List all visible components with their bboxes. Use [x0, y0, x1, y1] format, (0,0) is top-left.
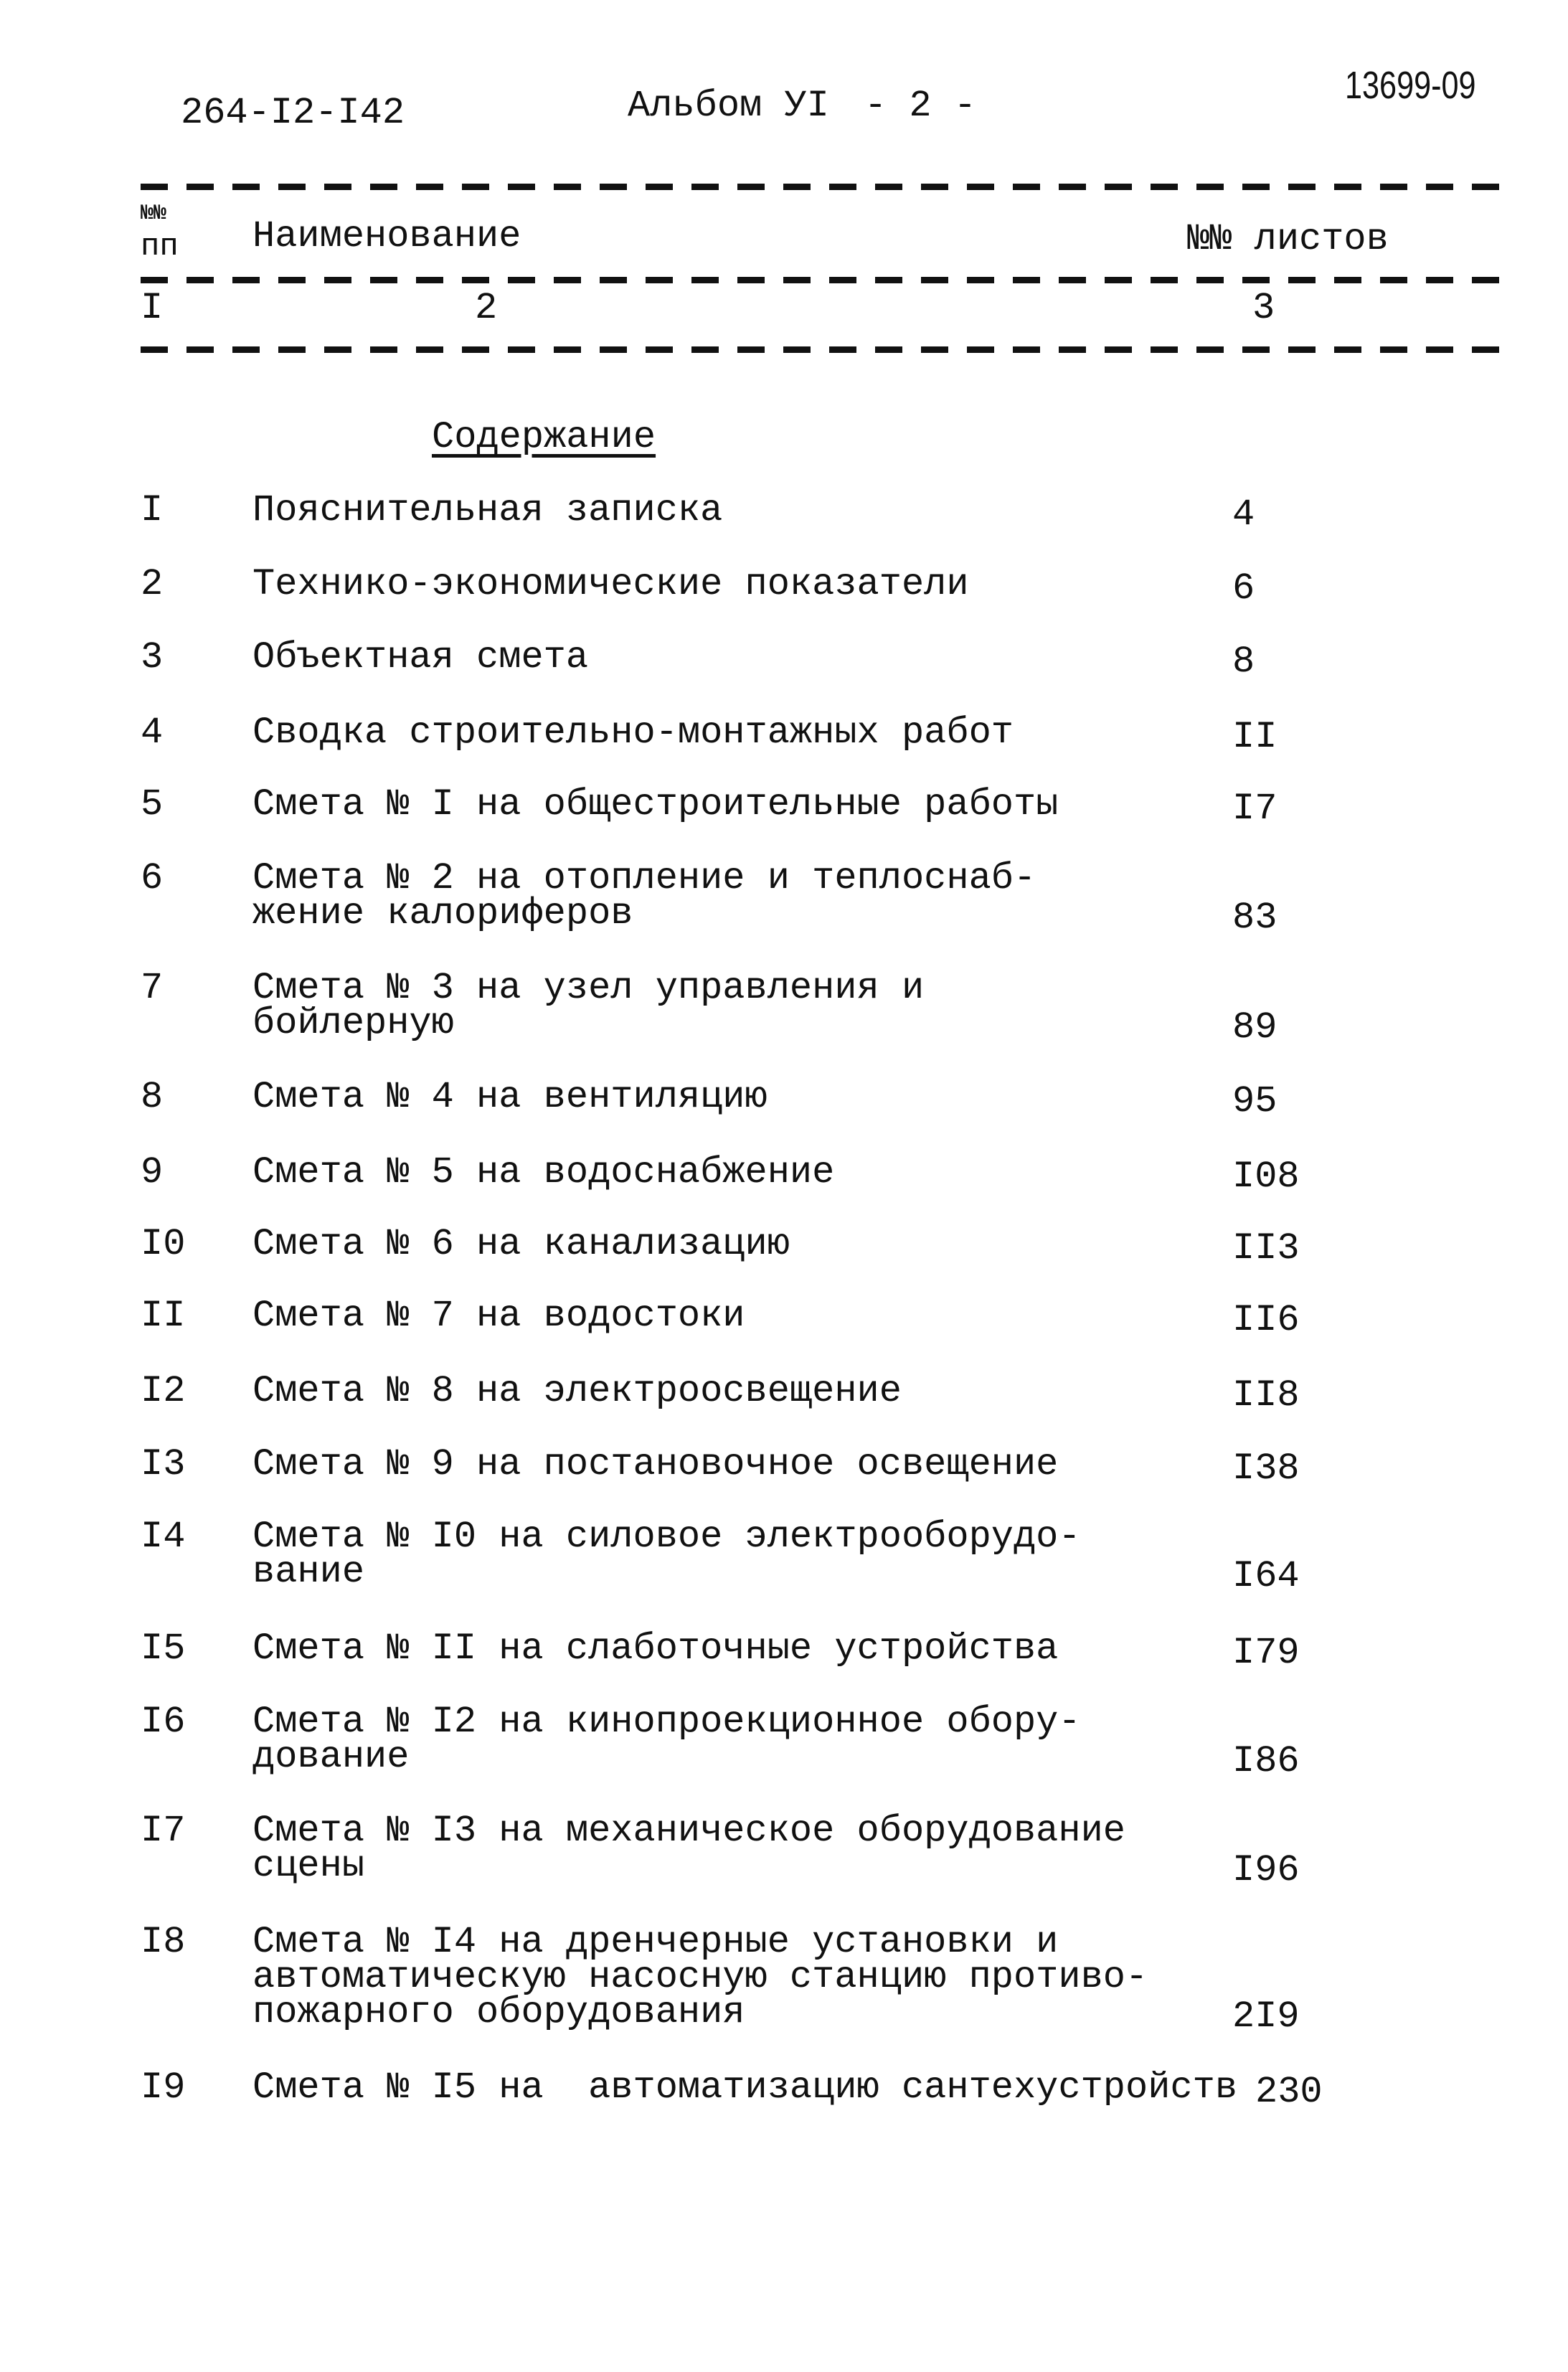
item-number: I4 — [141, 1516, 186, 1558]
item-title-line: Смета № I на общестроительные работы — [252, 783, 1059, 826]
item-sheet-number: II3 — [1232, 1227, 1300, 1270]
item-sheet-number: 83 — [1232, 897, 1277, 939]
item-title — [252, 1516, 1081, 1593]
contents-item — [0, 1295, 1568, 1341]
item-title-line: Смета № I2 на кинопроекционное обору- — [252, 1701, 1081, 1743]
item-number: 3 — [141, 636, 164, 679]
contents-item — [0, 563, 1568, 610]
item-title — [252, 563, 969, 605]
contents-item — [0, 1921, 1568, 2038]
col1-header-bottom: пп — [141, 229, 179, 265]
item-number: I9 — [141, 2066, 186, 2109]
item-number: I5 — [141, 1627, 186, 1670]
contents-item — [0, 783, 1568, 830]
contents-item — [0, 1151, 1568, 1198]
divider — [141, 346, 1501, 353]
col-number-1: I — [141, 287, 164, 329]
contents-item — [0, 1627, 1568, 1674]
item-title — [252, 967, 925, 1044]
item-title — [252, 1223, 790, 1265]
item-title — [252, 1295, 745, 1337]
col3-header: №№ листов — [1187, 218, 1389, 260]
item-number: I2 — [141, 1370, 186, 1412]
item-number: I7 — [141, 1810, 186, 1852]
col2-header: Наименование — [252, 215, 521, 257]
item-title — [252, 489, 723, 531]
item-title-line: Смета № 6 на канализацию — [252, 1223, 790, 1265]
item-title — [252, 2066, 1238, 2109]
item-number: 5 — [141, 783, 164, 826]
item-title-line: Смета № I3 на механическое оборудование — [252, 1810, 1125, 1852]
col1-header-top: №№ — [141, 202, 167, 226]
contents-item — [0, 857, 1568, 939]
item-number: I — [141, 489, 164, 531]
item-title-line: вание — [252, 1551, 365, 1593]
divider — [141, 277, 1501, 283]
item-title — [252, 857, 1036, 935]
item-title-line: бойлерную — [252, 1002, 454, 1044]
item-title — [252, 1701, 1081, 1778]
contents-item — [0, 2066, 1568, 2113]
item-number: 2 — [141, 563, 164, 605]
item-title-line: Смета № I0 на силовое электрооборудо- — [252, 1516, 1081, 1558]
item-number: 6 — [141, 857, 164, 899]
item-title-line: Смета № 5 на водоснабжение — [252, 1151, 835, 1194]
item-title-line: Объектная смета — [252, 636, 589, 679]
item-number: I6 — [141, 1701, 186, 1743]
item-sheet-number: 2I9 — [1232, 1995, 1300, 2038]
item-title-line: Смета № 3 на узел управления и — [252, 967, 925, 1009]
item-title-line: Пояснительная записка — [252, 489, 723, 531]
contents-item — [0, 636, 1568, 683]
item-title-line: Технико-экономические показатели — [252, 563, 969, 605]
item-title-line: Смета № 2 на отопление и теплоснаб- — [252, 857, 1036, 899]
contents-item — [0, 712, 1568, 758]
item-title-line: Смета № 8 на электроосвещение — [252, 1370, 902, 1412]
item-number: 8 — [141, 1076, 164, 1118]
item-sheet-number: I79 — [1232, 1632, 1300, 1674]
item-title — [252, 783, 1059, 826]
contents-item — [0, 967, 1568, 1049]
item-sheet-number: I86 — [1232, 1740, 1300, 1782]
item-title-line: Сводка строительно-монтажных работ — [252, 712, 1014, 754]
divider — [141, 184, 1501, 190]
item-title — [252, 636, 589, 679]
item-title-line: жение калориферов — [252, 892, 633, 935]
col-number-2: 2 — [475, 287, 498, 329]
item-number: II — [141, 1295, 186, 1337]
item-title-line: Смета № 7 на водостоки — [252, 1295, 745, 1337]
item-sheet-number: 89 — [1232, 1006, 1277, 1049]
item-sheet-number: 8 — [1232, 641, 1255, 683]
item-number: I0 — [141, 1223, 186, 1265]
item-sheet-number: II — [1232, 716, 1277, 758]
item-title — [252, 1151, 835, 1194]
album-label: Альбом УI — [628, 85, 829, 127]
item-number: I8 — [141, 1921, 186, 1963]
item-sheet-number: II8 — [1232, 1374, 1300, 1417]
page-number: - 2 - — [864, 85, 977, 127]
contents-item — [0, 1443, 1568, 1490]
item-title — [252, 712, 1014, 754]
item-number: 4 — [141, 712, 164, 754]
item-sheet-number: I38 — [1232, 1447, 1300, 1490]
contents-item — [0, 1516, 1568, 1597]
item-sheet-number: II6 — [1232, 1299, 1300, 1341]
item-number: I3 — [141, 1443, 186, 1485]
item-title — [252, 1370, 902, 1412]
item-title-line: Смета № I5 на автоматизацию сантехустройств — [252, 2066, 1238, 2109]
item-title-line: Смета № II на слаботочные устройства — [252, 1627, 1059, 1670]
contents-item — [0, 1076, 1568, 1123]
contents-item — [0, 489, 1568, 536]
archive-stamp-number: 13699-09 — [1345, 64, 1476, 107]
item-sheet-number: 4 — [1232, 493, 1255, 536]
item-title — [252, 1443, 1059, 1485]
item-title — [252, 1921, 1148, 2033]
item-title-line: пожарного оборудования — [252, 1991, 745, 2033]
item-title-line: автоматическую насосную станцию противо- — [252, 1956, 1148, 1998]
item-sheet-number: I96 — [1232, 1849, 1300, 1891]
document-code: 264-I2-I42 — [181, 92, 405, 134]
item-title-line: дование — [252, 1736, 410, 1778]
contents-title: Содержание — [432, 416, 656, 458]
item-title-line: Смета № 9 на постановочное освещение — [252, 1443, 1059, 1485]
item-title-line: Смета № 4 на вентиляцию — [252, 1076, 768, 1118]
item-number: 9 — [141, 1151, 164, 1194]
item-sheet-number: I64 — [1232, 1555, 1300, 1597]
item-sheet-number: I7 — [1232, 788, 1277, 830]
item-sheet-number: 6 — [1232, 567, 1255, 610]
item-title-line: сцены — [252, 1845, 365, 1887]
contents-item — [0, 1370, 1568, 1417]
item-sheet-number: I08 — [1232, 1156, 1300, 1198]
item-title — [252, 1810, 1125, 1887]
item-sheet-number: 95 — [1232, 1080, 1277, 1123]
contents-item — [0, 1701, 1568, 1782]
item-title — [252, 1627, 1059, 1670]
item-number: 7 — [141, 967, 164, 1009]
item-title-line: Смета № I4 на дренчерные установки и — [252, 1921, 1059, 1963]
col-number-3: 3 — [1252, 287, 1275, 329]
contents-item — [0, 1223, 1568, 1270]
contents-item — [0, 1810, 1568, 1891]
item-sheet-number: 230 — [1255, 2071, 1323, 2113]
item-title — [252, 1076, 768, 1118]
